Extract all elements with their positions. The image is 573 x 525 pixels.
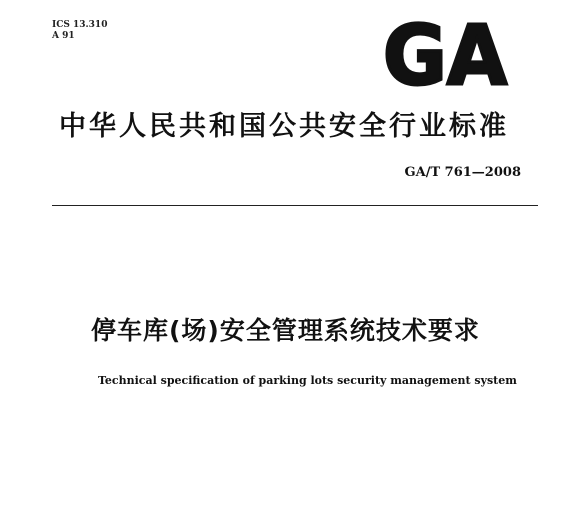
standard-organization: 中华人民共和国公共安全行业标准 <box>59 111 509 142</box>
ics-code: ICS 13.310 <box>52 20 108 30</box>
document-title-zh: 停车库(场)安全管理系统技术要求 <box>91 316 480 345</box>
classification-block <box>52 20 107 42</box>
standard-number: GA/T 761—2008 <box>404 165 521 180</box>
header-divider <box>52 205 538 206</box>
ga-logo <box>380 20 510 90</box>
logo-text: GA <box>383 20 508 90</box>
document-title-en: Technical specification of parking lots security management system <box>98 374 517 387</box>
class-code: A 91 <box>52 31 75 41</box>
